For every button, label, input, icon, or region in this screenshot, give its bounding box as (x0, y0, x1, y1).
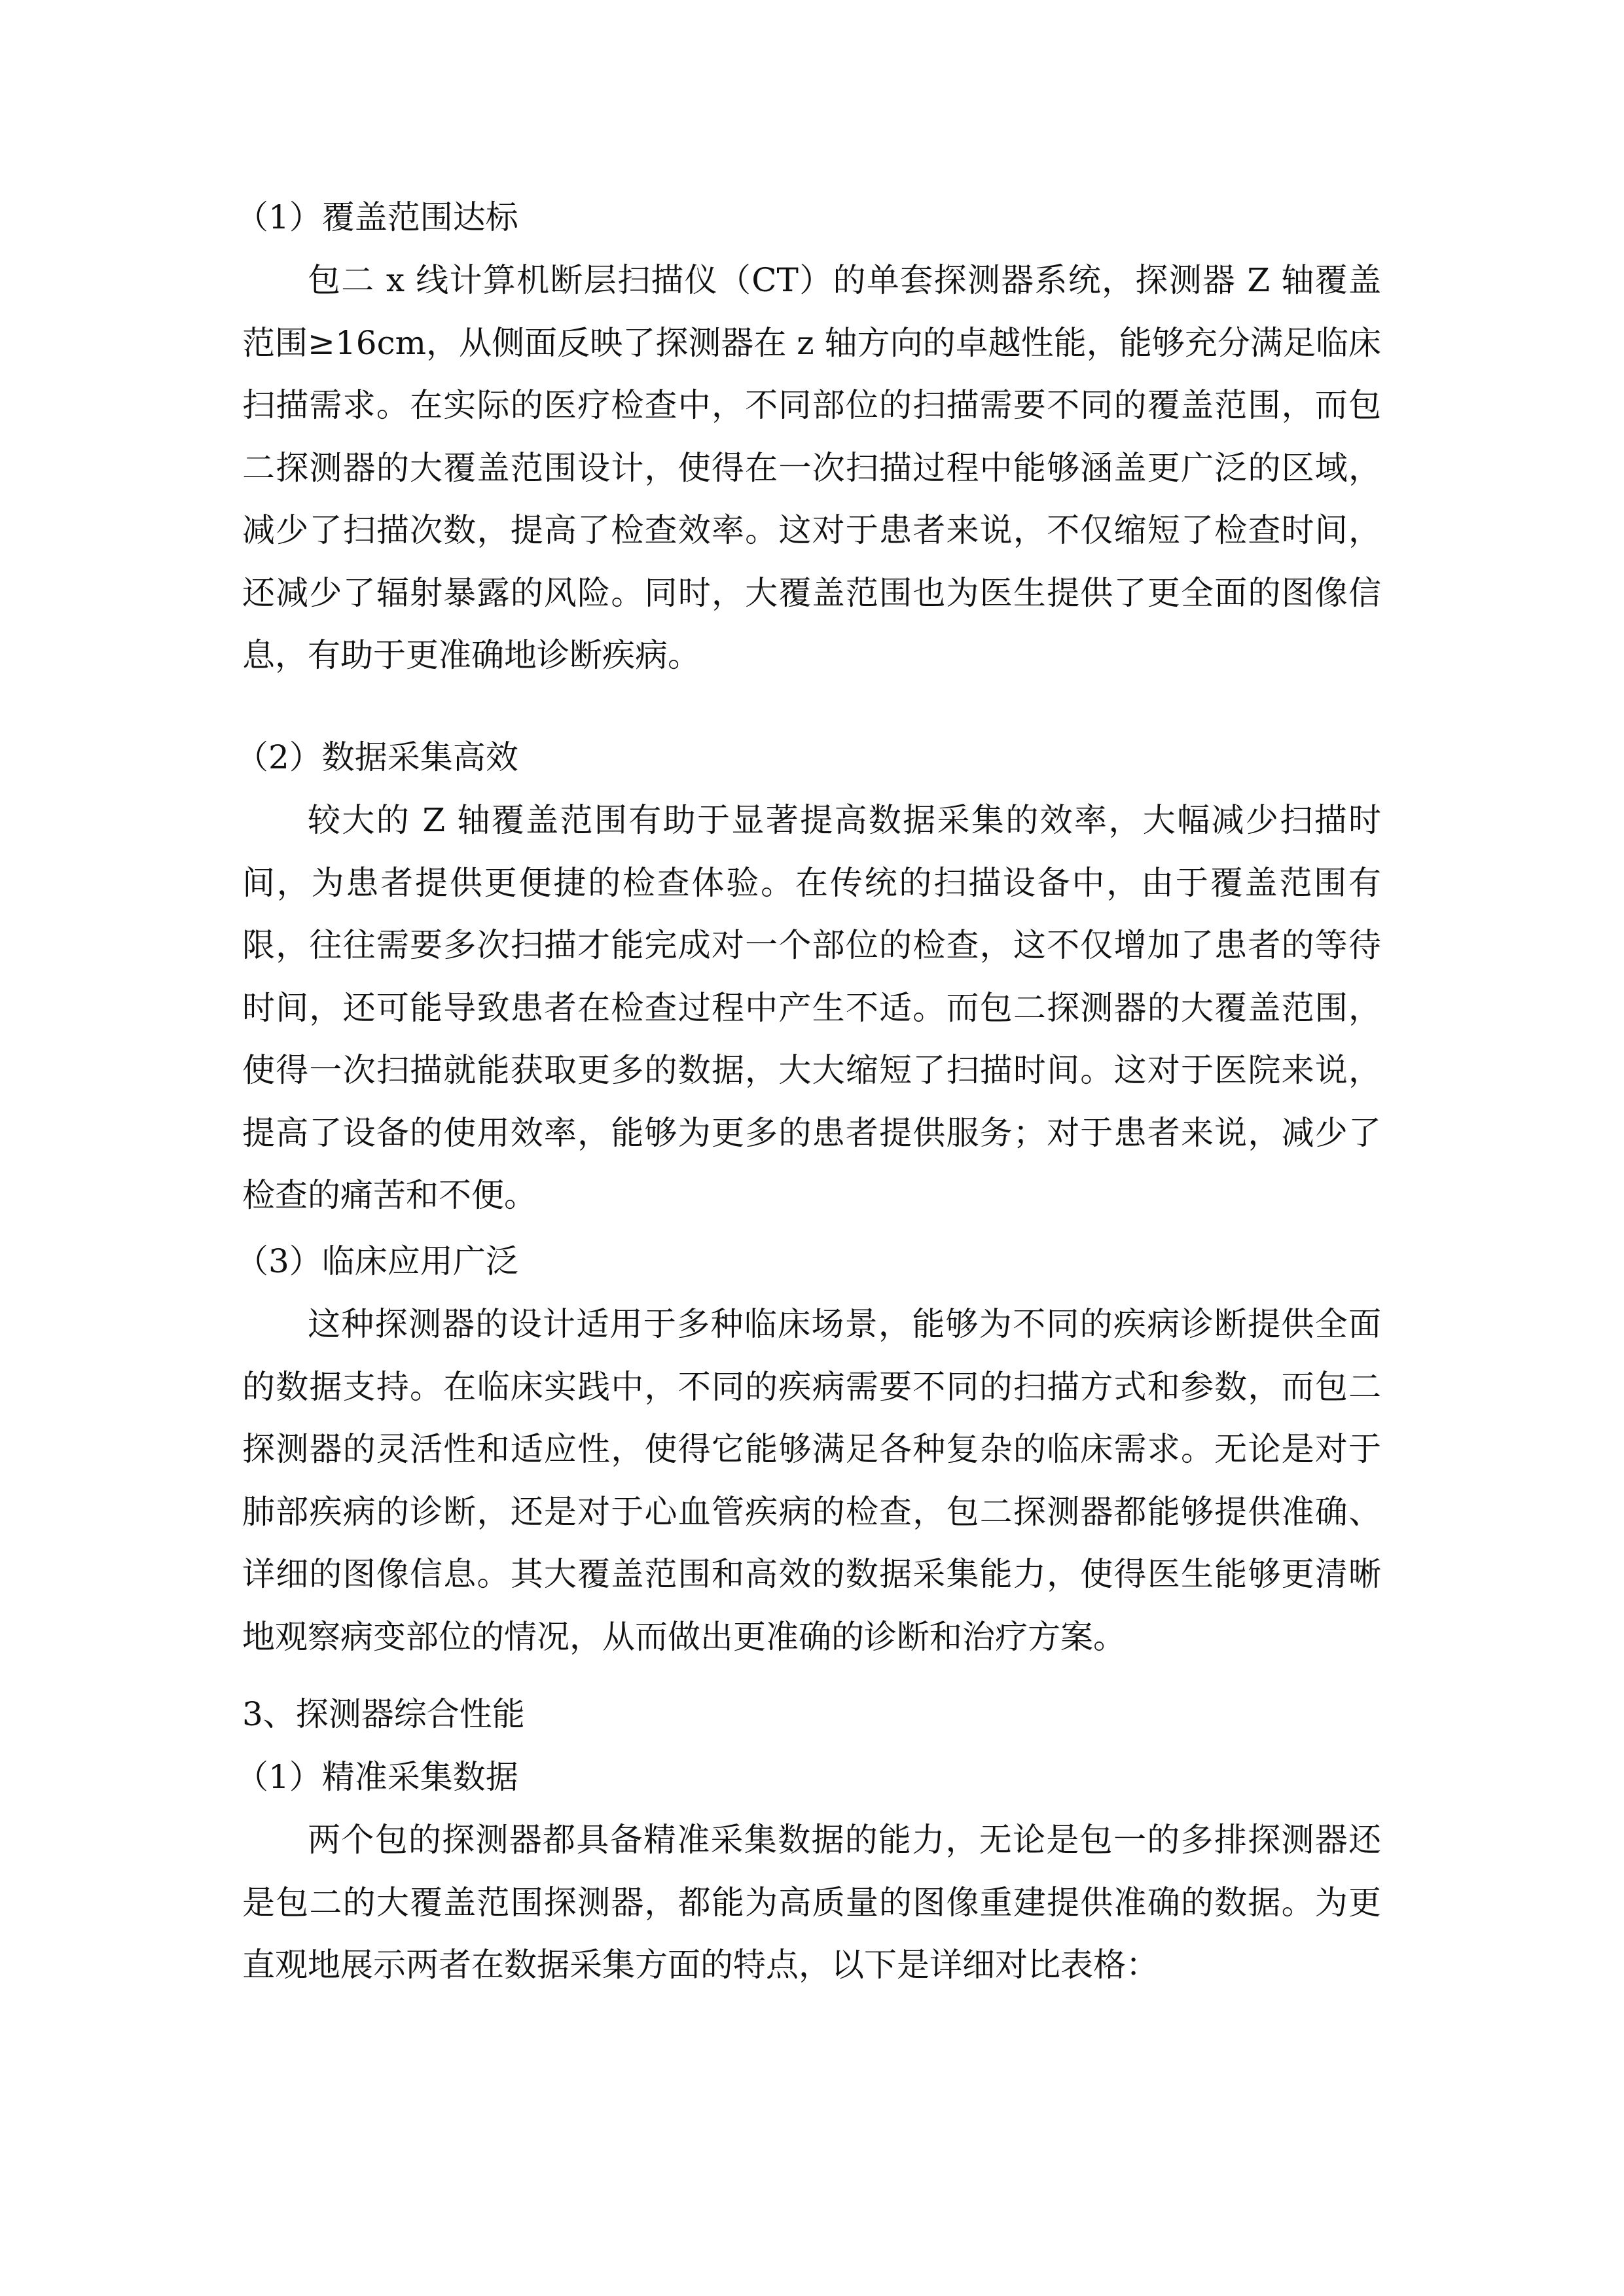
section-paragraph-coverage: 包二 x 线计算机断层扫描仪（CT）的单套探测器系统，探测器 Z 轴覆盖范围≥16cm，从侧面反映了探测器在 z 轴方向的卓越性能，能够充分满足临床扫描需求。在实际的医疗检查中，不同部位的扫描需要不同的覆盖范围，而包二探测器的大覆盖范围设计，使得在一次扫描过程中能够涵盖更广泛的区域，减少了扫描次数，提高了检查效率。这对于患者来说，不仅缩短了检查时间，还减少了辐射暴露的风险。同时，大覆盖范围也为医生提供了更全面的图像信息，有助于更准确地诊断疾病。 (242, 261, 1381, 674)
section-paragraph-data-acquisition: 较大的 Z 轴覆盖范围有助于显著提高数据采集的效率，大幅减少扫描时间，为患者提供更便捷的检查体验。在传统的扫描设备中，由于覆盖范围有限，往往需要多次扫描才能完成对一个部位的检查，这不仅增加了患者的等待时间，还可能导致患者在检查过程中产生不适。而包二探测器的大覆盖范围，使得一次扫描就能获取更多的数据，大大缩短了扫描时间。这对于医院来说，提高了设备的使用效率，能够为更多的患者提供服务；对于患者来说，减少了检查的痛苦和不便。 (242, 801, 1381, 1214)
section-heading-precise-acquisition: （1）精准采集数据 (236, 1758, 518, 1796)
section-heading-clinical-application: （3）临床应用广泛 (236, 1242, 518, 1280)
section-paragraph-clinical-application: 这种探测器的设计适用于多种临床场景，能够为不同的疾病诊断提供全面的数据支持。在临床实践中，不同的疾病需要不同的扫描方式和参数，而包二探测器的灵活性和适应性，使得它能够满足各种复杂的临床需求。无论是对于肺部疾病的诊断，还是对于心血管疾病的检查，包二探测器都能够提供准确、详细的图像信息。其大覆盖范围和高效的数据采集能力，使得医生能够更清晰地观察病变部位的情况，从而做出更准确的诊断和治疗方案。 (242, 1305, 1381, 1656)
section-heading-coverage: （1）覆盖范围达标 (236, 198, 518, 236)
section-paragraph-precise-acquisition: 两个包的探测器都具备精准采集数据的能力，无论是包一的多排探测器还是包二的大覆盖范围探测器，都能为高质量的图像重建提供准确的数据。为更直观地展示两者在数据采集方面的特点，以下是详细对比表格： (242, 1821, 1381, 1984)
section-heading-data-acquisition: （2）数据采集高效 (236, 738, 518, 776)
chapter-heading-detector-performance: 3、探测器综合性能 (242, 1695, 525, 1733)
